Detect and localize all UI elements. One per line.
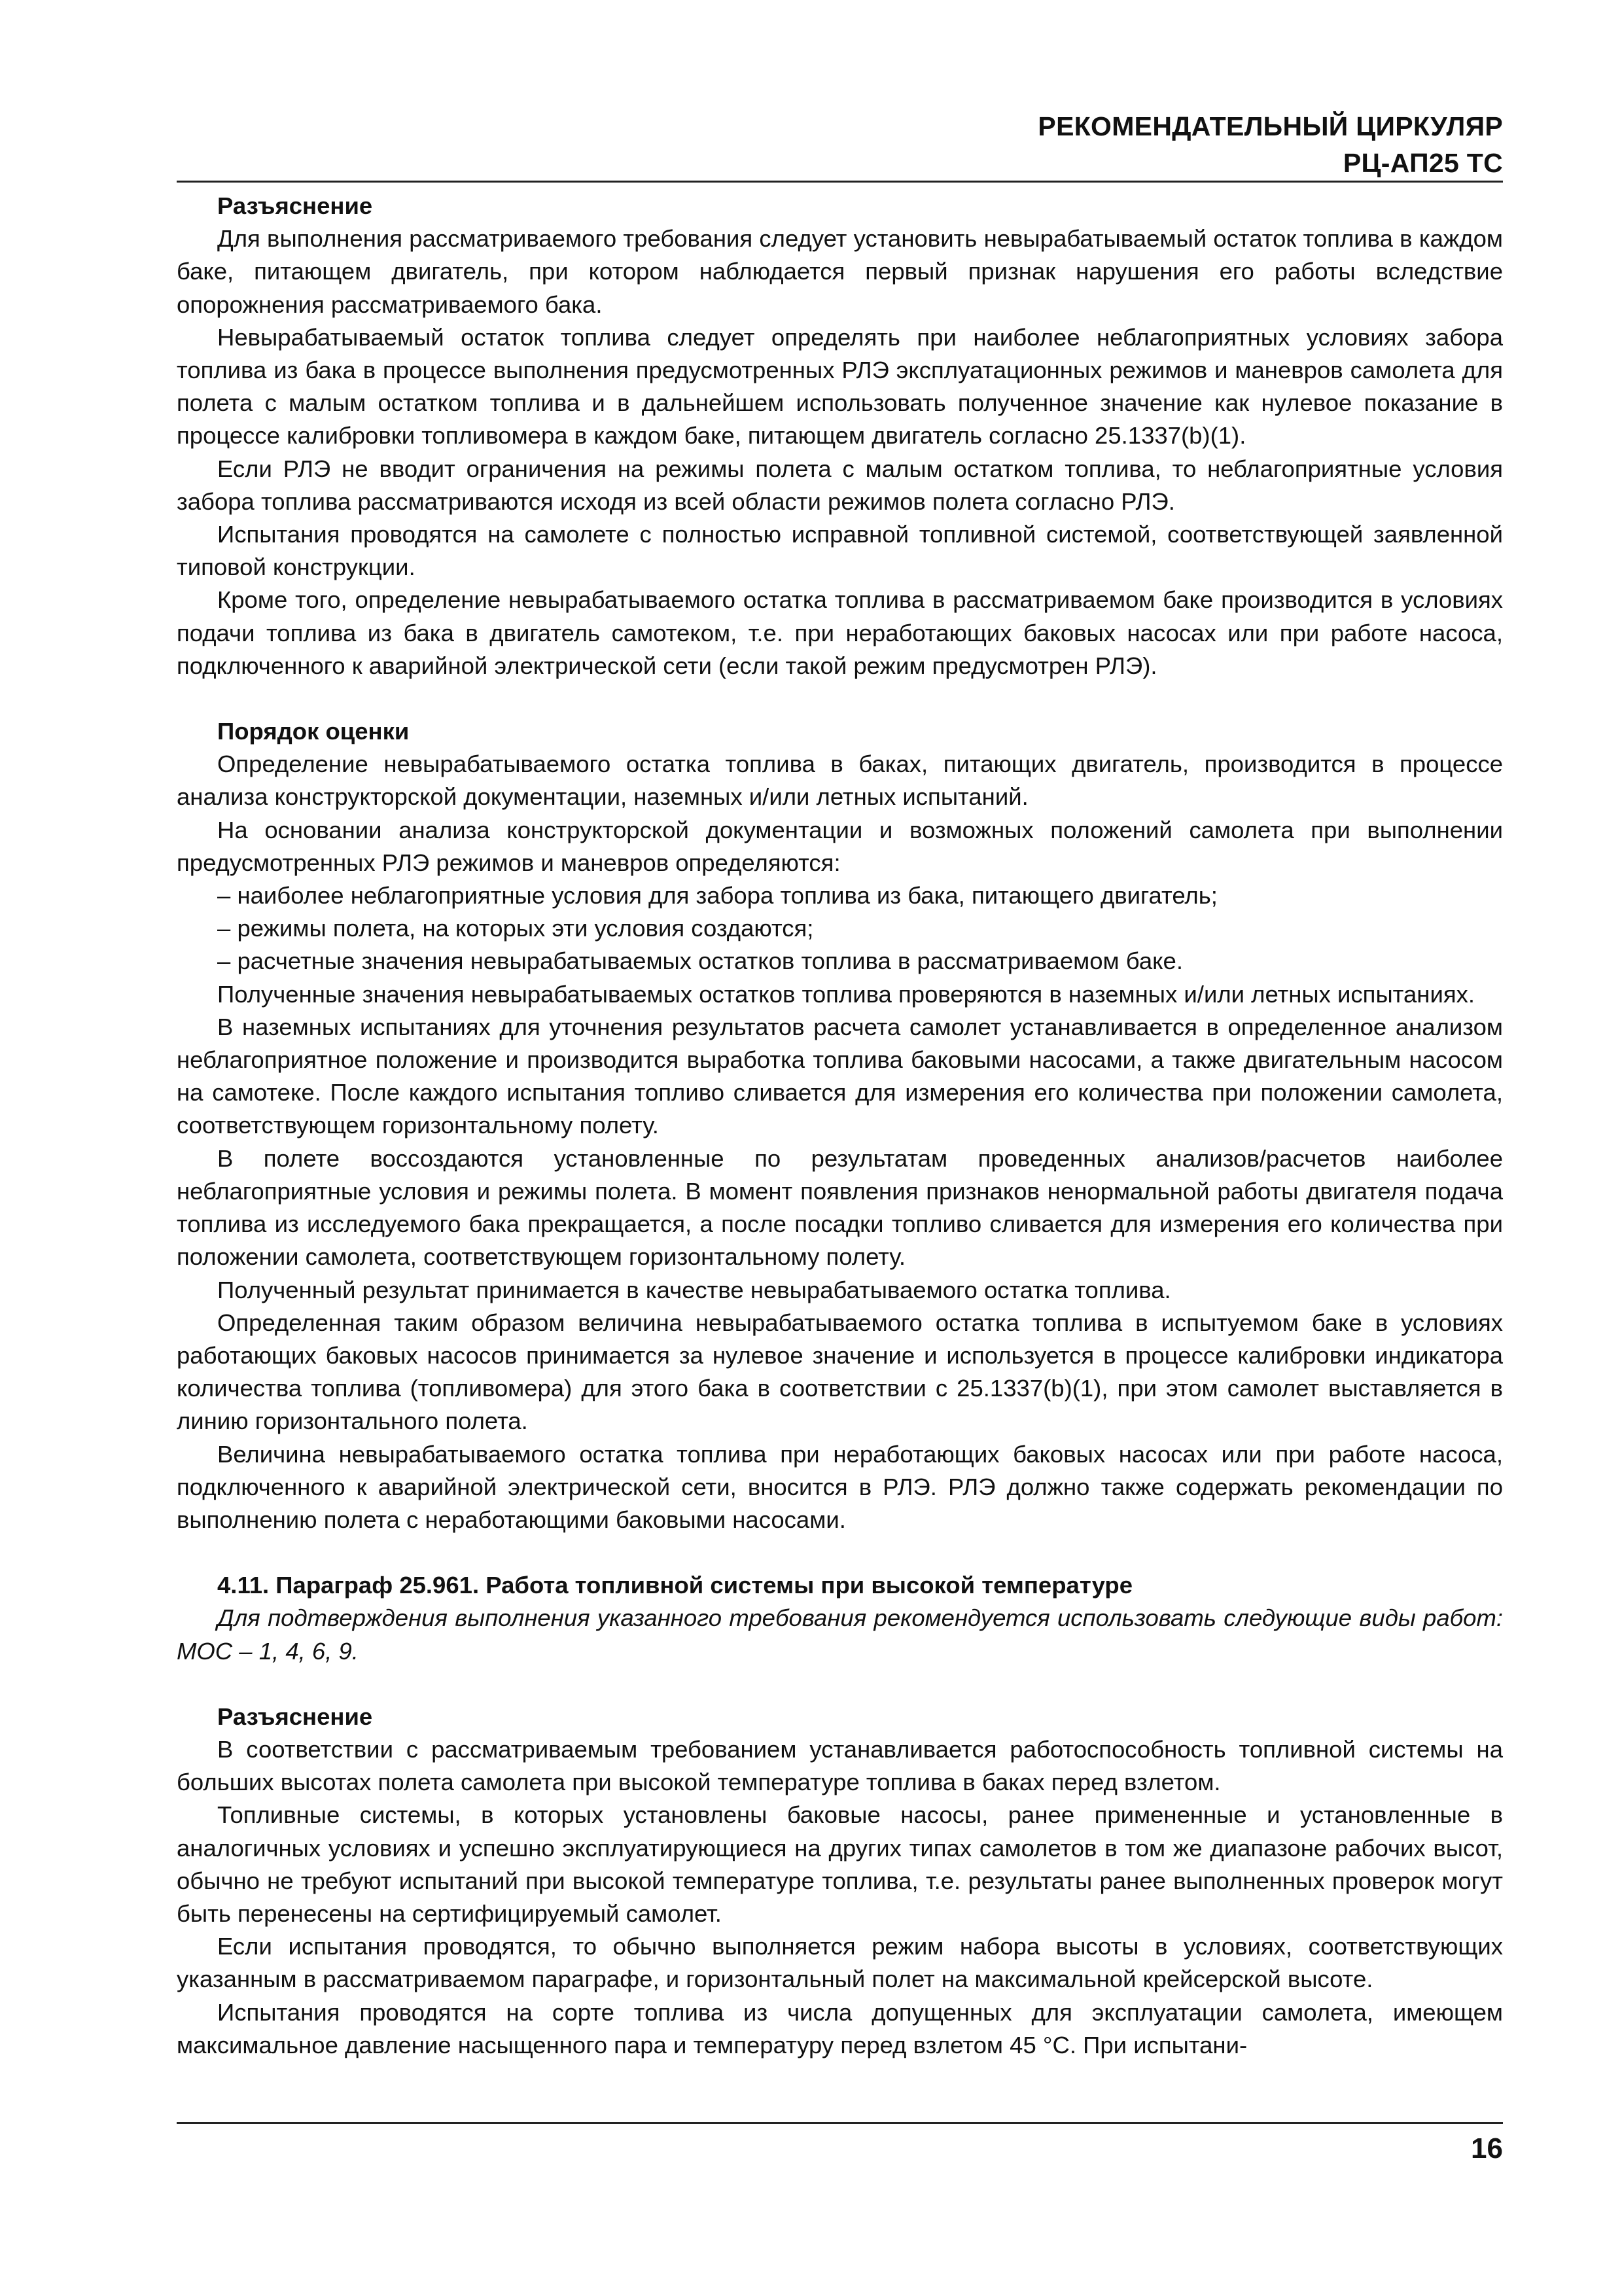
paragraph: На основании анализа конструкторской документации и возможных положений самолета при выполнении предусмотренных РЛЭ режимов и маневров определяются: — [177, 816, 1503, 876]
paragraph: Испытания проводятся на самолете с полностью исправной топливной системой, соответствующей заявленной типовой конструкции. — [177, 521, 1503, 581]
page-number: 16 — [1471, 2132, 1503, 2164]
paragraph: Кроме того, определение невырабатываемого остатка топлива в рассматриваемом баке производится в условиях подачи топлива из бака в двигатель самотеком, т.е. при неработающих баковых насосах или при работе насоса, подключенного к аварийной электрической сети (если такой режим предусмотрен РЛЭ). — [177, 586, 1503, 679]
header-divider — [177, 181, 1503, 183]
paragraph: В наземных испытаниях для уточнения результатов расчета самолет устанавливается в определенное анализом неблагоприятное положение и производится выработка топлива баковыми насосами, а также двигательным насосом на самотеке. После каждого испытания топливо сливается для измерения его количества при положении самолета, соответствующем горизонтальному полету. — [177, 1013, 1503, 1139]
section-heading-explanation: Разъяснение — [217, 192, 373, 219]
section-heading-paragraph-25-961: 4.11. Параграф 25.961. Работа топливной системы при высокой температуре — [217, 1572, 1133, 1599]
list-item: – режимы полета, на которых эти условия создаются; — [217, 915, 814, 942]
paragraph: Невырабатываемый остаток топлива следует определять при наиболее неблагоприятных условиях забора топлива из бака в процессе выполнения предусмотренных РЛЭ эксплуатационных режимов и маневров самолета для полета с малым остатком топлива и в дальнейшем использовать полученное значение как нулевое показание в процессе калибровки топливомера в каждом баке, питающем двигатель согласно 25.1337(b)(1). — [177, 323, 1503, 450]
paragraph: Полученный результат принимается в качестве невырабатываемого остатка топлива. — [217, 1276, 1171, 1303]
header-subtitle: РЦ-АП25 ТС — [1343, 148, 1503, 178]
paragraph: Если испытания проводятся, то обычно выполняется режим набора высоты в условиях, соответствующих указанным в рассматриваемом параграфе, и горизонтальный полет на максимальной крейсерской высоте. — [177, 1933, 1503, 1993]
section-heading-evaluation: Порядок оценки — [217, 718, 410, 745]
list-item: – расчетные значения невырабатываемых остатков топлива в рассматриваемом баке. — [217, 947, 1183, 975]
document-header — [1038, 108, 1503, 181]
spacer — [177, 682, 1503, 715]
footer-divider — [177, 2122, 1503, 2124]
spacer — [177, 1668, 1503, 1701]
recommendation-note: Для подтверждения выполнения указанного требования рекомендуется использовать следующие виды работ: МОС – 1, 4, 6, 9. — [177, 1604, 1503, 1665]
paragraph: Испытания проводятся на сорте топлива из числа допущенных для эксплуатации самолета, имеющем максимальное давление насыщенного пара и температуру перед взлетом 45 °С. При испытани- — [177, 1998, 1503, 2058]
page-content — [177, 190, 1503, 2062]
paragraph: Если РЛЭ не вводит ограничения на режимы полета с малым остатком топлива, то неблагоприятные условия забора топлива рассматриваются исходя из всей области режимов полета согласно РЛЭ. — [177, 455, 1503, 515]
section-heading-explanation: Разъяснение — [217, 1703, 373, 1730]
paragraph: Для выполнения рассматриваемого требования следует установить невырабатываемый остаток топлива в каждом баке, питающем двигатель, при котором наблюдается первый признак нарушения его работы вследствие опорожнения рассматриваемого бака. — [177, 225, 1503, 318]
header-title: РЕКОМЕНДАТЕЛЬНЫЙ ЦИРКУЛЯР — [1038, 111, 1503, 141]
paragraph: В полете воссоздаются установленные по результатам проведенных анализов/расчетов наиболее неблагоприятные условия и режимы полета. В момент появления признаков ненормальной работы двигателя подача топлива из исследуемого бака прекращается, а после посадки топливо сливается для измерения его количества при положении самолета, соответствующем горизонтальному полету. — [177, 1144, 1503, 1271]
paragraph: Определение невырабатываемого остатка топлива в баках, питающих двигатель, производится в процессе анализа конструкторской документации, наземных и/или летных испытаний. — [177, 751, 1503, 811]
spacer — [177, 1536, 1503, 1569]
paragraph: Топливные системы, в которых установлены баковые насосы, ранее примененные и установленные в аналогичных условиях и успешно эксплуатирующиеся на других типах самолетов в том же диапазоне рабочих высот, обычно не требуют испытаний при высокой температуре топлива, т.е. результаты ранее выполненных проверок могут быть перенесены на сертифицируемый самолет. — [177, 1801, 1503, 1927]
paragraph: Определенная таким образом величина невырабатываемого остатка топлива в испытуемом баке в условиях работающих баковых насосов принимается за нулевое значение и используется в процессе калибровки индикатора количества топлива (топливомера) для этого бака в соответствии с 25.1337(b)(1), при этом самолет выставляется в линию горизонтального полета. — [177, 1309, 1503, 1435]
list-item: – наиболее неблагоприятные условия для забора топлива из бака, питающего двигатель; — [217, 882, 1218, 910]
paragraph: Полученные значения невырабатываемых остатков топлива проверяются в наземных и/или летных испытаниях. — [217, 980, 1475, 1008]
paragraph: В соответствии с рассматриваемым требованием устанавливается работоспособность топливной системы на больших высотах полета самолета при высокой температуре топлива в баках перед взлетом. — [177, 1735, 1503, 1796]
paragraph: Величина невырабатываемого остатка топлива при неработающих баковых насосах или при работе насоса, подключенного к аварийной электрической сети, вносится в РЛЭ. РЛЭ должно также содержать рекомендации по выполнению полета с неработающими баковыми насосами. — [177, 1440, 1503, 1533]
